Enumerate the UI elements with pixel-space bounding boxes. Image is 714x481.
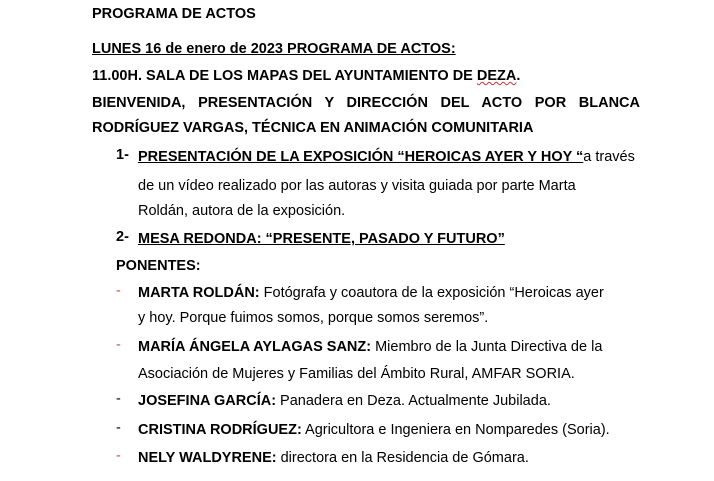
speaker-1-desc-2: y hoy. Porque fuimos somos, porque somos seremos”. [138, 310, 489, 326]
welcome-line-1: BIENVENIDA, PRESENTACIÓN Y DIRECCIÓN DEL ACTO POR BLANCA [92, 95, 640, 111]
speaker-3-dash: - [116, 391, 121, 407]
speaker-1 [138, 283, 604, 303]
speaker-1-dash: - [116, 283, 121, 299]
item-2-title: MESA REDONDA: “PRESENTE, PASADO Y FUTURO” [138, 231, 505, 247]
speaker-3-desc: Panadera en Deza. Actualmente Jubilada. [276, 393, 551, 409]
speaker-2-desc: Miembro de la Junta Directiva de la [371, 339, 603, 355]
speaker-2-desc-2: Asociación de Mujeres y Familias del Ámbito Rural, AMFAR SORIA. [138, 366, 575, 382]
speaker-4-dash: - [116, 420, 121, 436]
speaker-3 [138, 391, 551, 411]
venue-text: 11.00H. SALA DE LOS MAPAS DEL AYUNTAMIENTO DE [92, 68, 477, 84]
speaker-5-dash: - [116, 448, 121, 464]
speaker-2-name: MARÍA ÁNGELA AYLAGAS SANZ: [138, 339, 372, 355]
venue-end: . [516, 68, 521, 84]
item-1-text-2: de un vídeo realizado por las autoras y visita guiada por parte Marta [138, 178, 576, 194]
venue-line [92, 66, 520, 86]
item-1-heading [138, 147, 635, 167]
venue-town: DEZA [476, 68, 517, 84]
speaker-1-desc: Fotógrafa y coautora de la exposición “Heroicas ayer [259, 285, 604, 301]
speakers-label: PONENTES: [116, 258, 201, 274]
page-title: PROGRAMA DE ACTOS [92, 6, 256, 22]
speaker-2 [138, 337, 602, 357]
speaker-2-dash: - [116, 337, 121, 353]
welcome-line-2: RODRÍGUEZ VARGAS, TÉCNICA EN ANIMACIÓN COMUNITARIA [92, 120, 534, 136]
speaker-1-name: MARTA ROLDÁN: [138, 285, 260, 301]
item-2-number: 2- [116, 229, 129, 245]
speaker-5-name: NELY WALDYRENE: [138, 450, 277, 466]
item-1-title: PRESENTACIÓN DE LA EXPOSICIÓN “HEROICAS AYER Y HOY “ [138, 149, 584, 165]
item-1-text-3: Roldán, autora de la exposición. [138, 203, 346, 219]
speaker-4-desc: Agricultora e Ingeniera en Nomparedes (Soria). [301, 422, 610, 438]
speaker-3-name: JOSEFINA GARCÍA: [138, 393, 277, 409]
speaker-4-name: CRISTINA RODRÍGUEZ: [138, 422, 302, 438]
speaker-5 [138, 448, 529, 468]
item-1-number: 1- [116, 147, 129, 163]
item-1-text-start: a través [583, 149, 635, 165]
speaker-5-desc: directora en la Residencia de Gómara. [276, 450, 529, 466]
speaker-4 [138, 420, 610, 440]
date-heading: LUNES 16 de enero de 2023 PROGRAMA DE ACTOS: [92, 41, 456, 57]
